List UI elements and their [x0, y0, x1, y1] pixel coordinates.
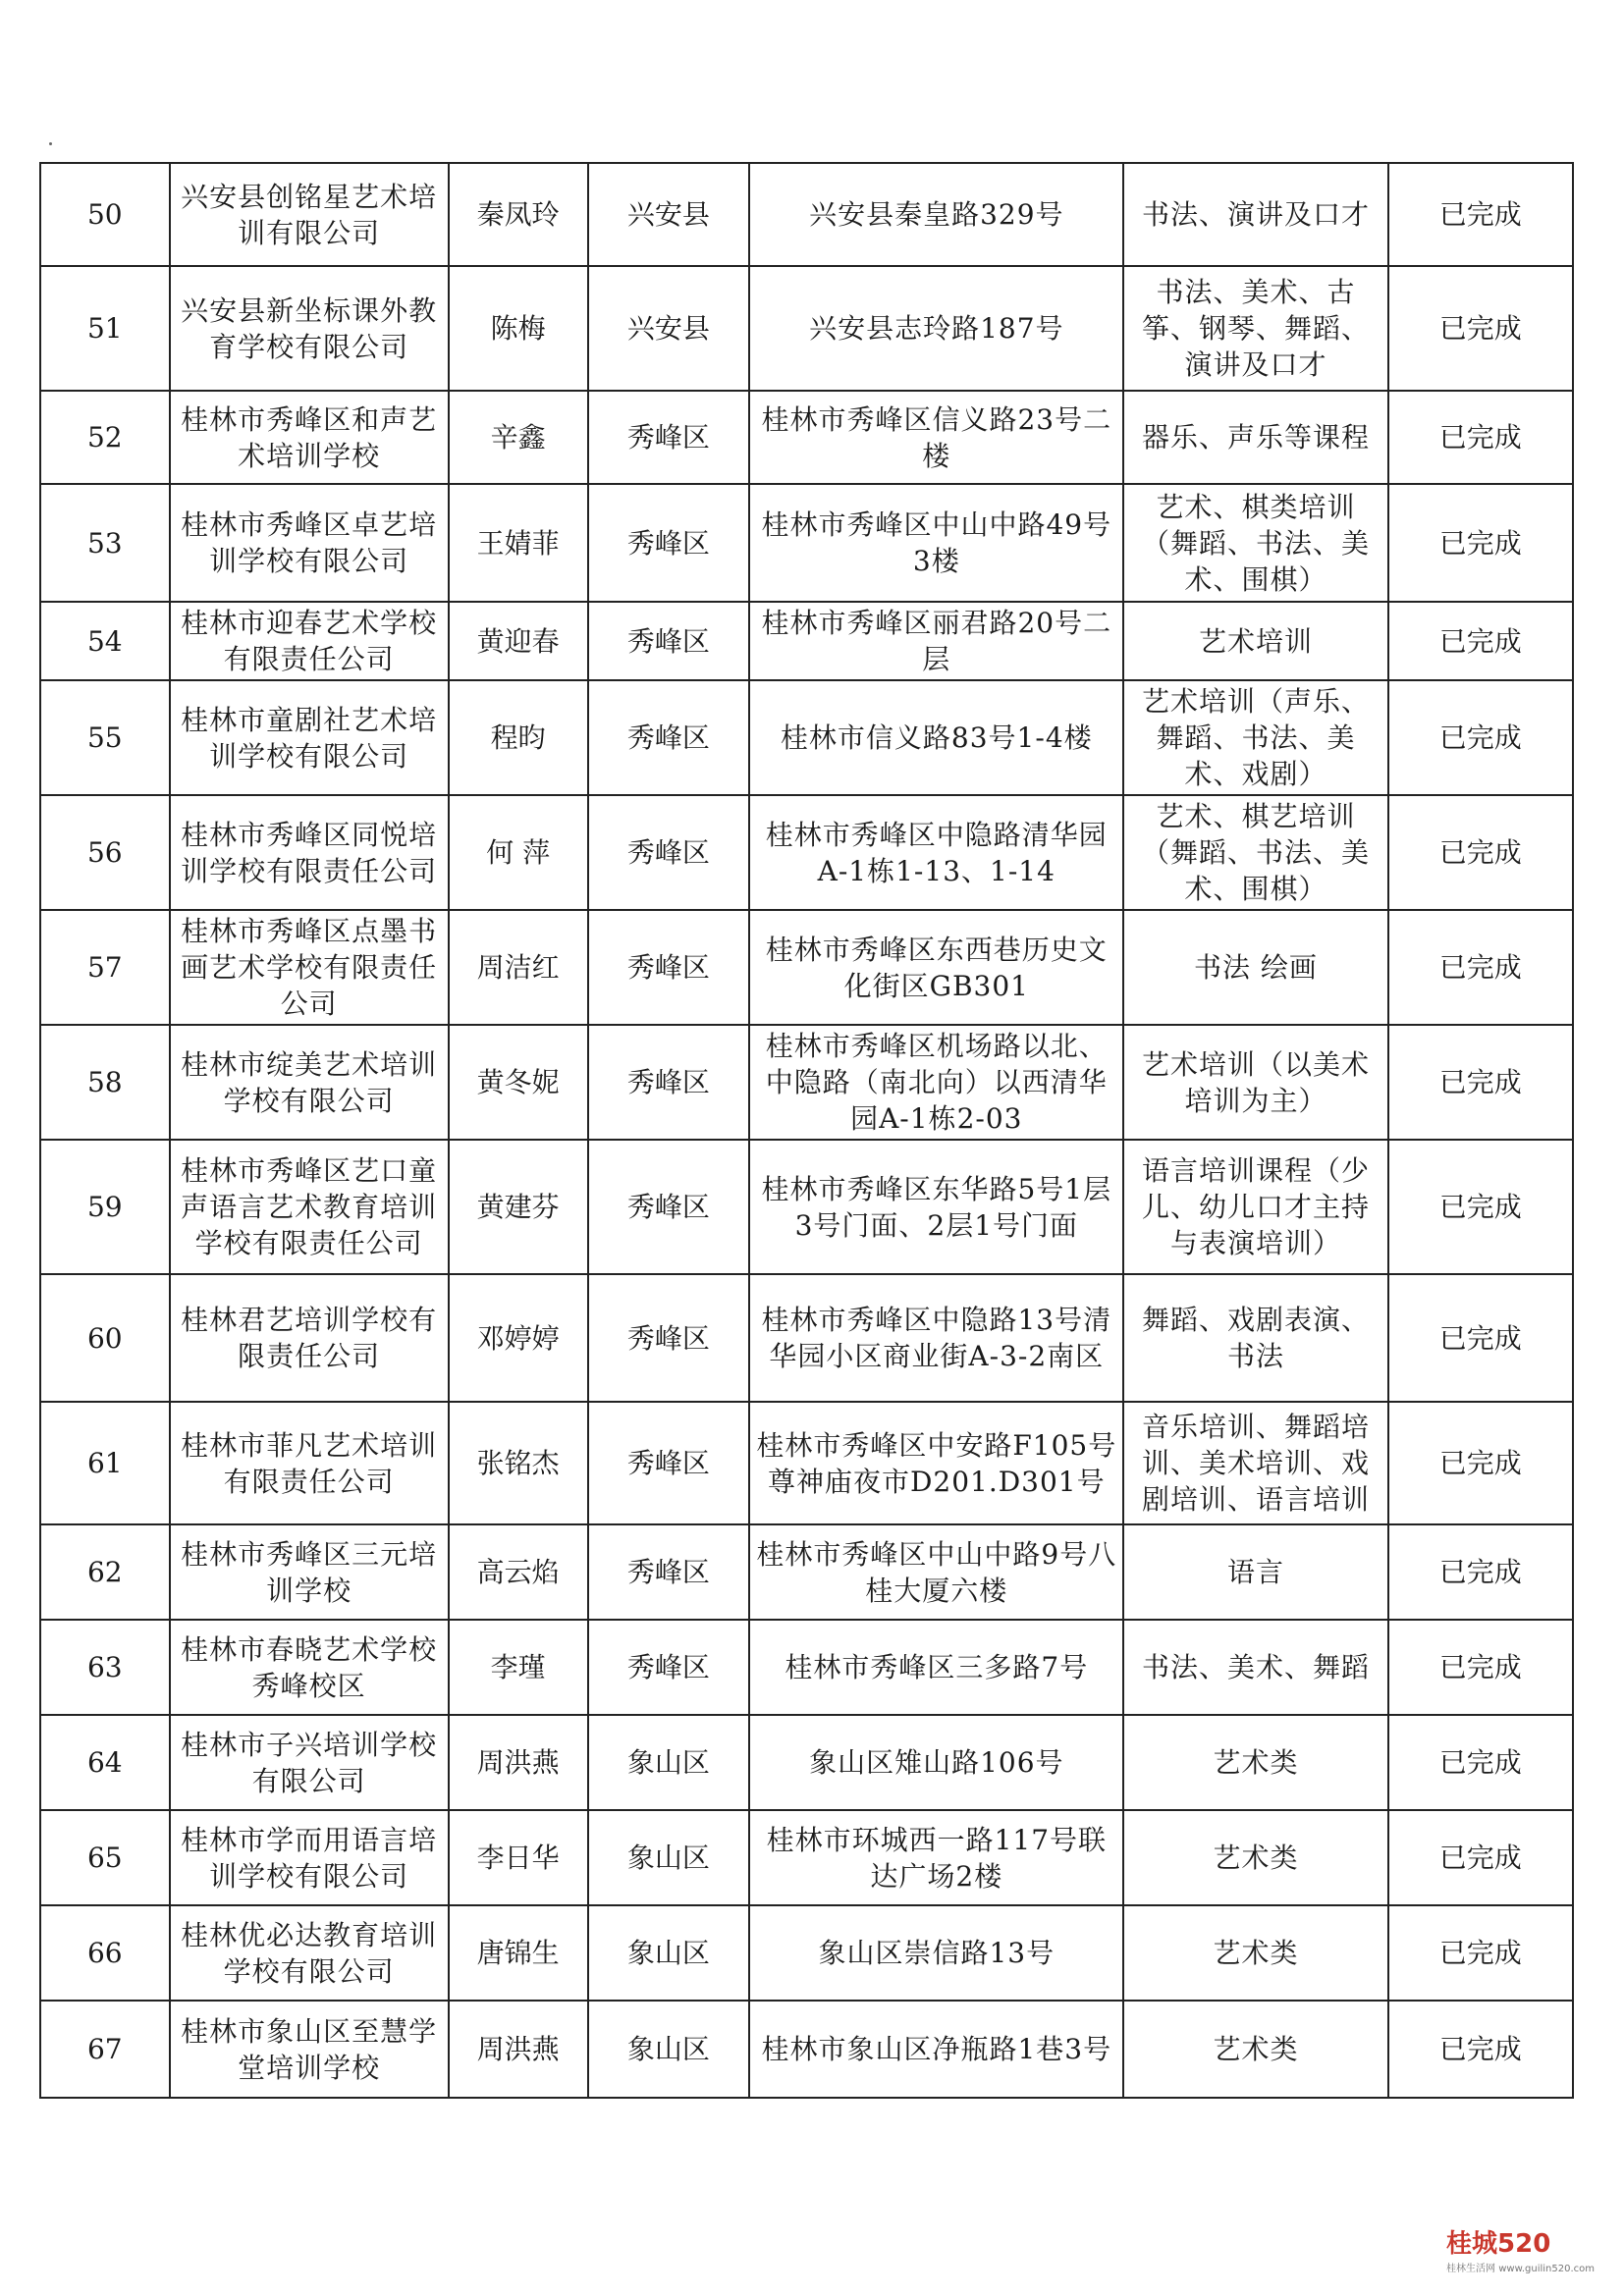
cell-legal-person: 李瑾 [449, 1620, 588, 1715]
cell-courses: 艺术类 [1123, 1715, 1387, 1810]
cell-legal-person: 周洪燕 [449, 1715, 588, 1810]
table-row [40, 1140, 1573, 1274]
cell-address: 桂林市环城西一路117号联达广场2楼 [749, 1810, 1123, 1905]
cell-address: 桂林市象山区净瓶路1巷3号 [749, 2001, 1123, 2098]
cell-legal-person: 高云焰 [449, 1524, 588, 1620]
table-body [40, 163, 1573, 2098]
table-row [40, 1715, 1573, 1810]
cell-institution-name: 桂林市子兴培训学校有限公司 [170, 1715, 449, 1810]
cell-number: 67 [40, 2001, 170, 2098]
table-row [40, 163, 1573, 266]
cell-district: 兴安县 [588, 266, 749, 391]
cell-courses: 艺术类 [1123, 1905, 1387, 2001]
cell-courses: 艺术培训（以美术培训为主） [1123, 1025, 1387, 1140]
cell-legal-person: 周洁红 [449, 910, 588, 1025]
cell-institution-name: 桂林市秀峰区三元培训学校 [170, 1524, 449, 1620]
institution-table [39, 162, 1574, 2099]
cell-status: 已完成 [1388, 1402, 1573, 1524]
cell-address: 桂林市秀峰区东华路5号1层3号门面、2层1号门面 [749, 1140, 1123, 1274]
cell-district: 秀峰区 [588, 1025, 749, 1140]
cell-address: 桂林市秀峰区中山中路49号3楼 [749, 484, 1123, 602]
cell-number: 55 [40, 680, 170, 795]
cell-courses: 书法、美术、古筝、钢琴、舞蹈、演讲及口才 [1123, 266, 1387, 391]
table-row [40, 391, 1573, 484]
table-row [40, 795, 1573, 910]
table-row [40, 602, 1573, 680]
cell-address: 桂林市秀峰区东西巷历史文化街区GB301 [749, 910, 1123, 1025]
cell-legal-person: 程昀 [449, 680, 588, 795]
cell-address: 象山区雉山路106号 [749, 1715, 1123, 1810]
cell-institution-name: 桂林市童剧社艺术培训学校有限公司 [170, 680, 449, 795]
cell-address: 桂林市秀峰区中山中路9号八桂大厦六楼 [749, 1524, 1123, 1620]
cell-status: 已完成 [1388, 391, 1573, 484]
cell-district: 秀峰区 [588, 1524, 749, 1620]
cell-district: 秀峰区 [588, 1620, 749, 1715]
watermark-subtext: 桂林生活网 www.guilin520.com [1446, 2264, 1595, 2274]
cell-status: 已完成 [1388, 266, 1573, 391]
cell-status: 已完成 [1388, 1025, 1573, 1140]
cell-district: 秀峰区 [588, 1402, 749, 1524]
cell-courses: 语言培训课程（少儿、幼儿口才主持与表演培训） [1123, 1140, 1387, 1274]
cell-number: 61 [40, 1402, 170, 1524]
cell-number: 58 [40, 1025, 170, 1140]
cell-institution-name: 兴安县创铭星艺术培训有限公司 [170, 163, 449, 266]
table-row [40, 266, 1573, 391]
cell-status: 已完成 [1388, 484, 1573, 602]
cell-number: 56 [40, 795, 170, 910]
cell-number: 51 [40, 266, 170, 391]
cell-legal-person: 周洪燕 [449, 2001, 588, 2098]
table-row [40, 1905, 1573, 2001]
cell-legal-person: 王婧菲 [449, 484, 588, 602]
cell-legal-person: 黄冬妮 [449, 1025, 588, 1140]
cell-legal-person: 邓婷婷 [449, 1274, 588, 1402]
cell-institution-name: 桂林优必达教育培训学校有限公司 [170, 1905, 449, 2001]
cell-courses: 舞蹈、戏剧表演、书法 [1123, 1274, 1387, 1402]
cell-number: 59 [40, 1140, 170, 1274]
table-row [40, 2001, 1573, 2098]
cell-institution-name: 桂林市秀峰区和声艺术培训学校 [170, 391, 449, 484]
cell-courses: 音乐培训、舞蹈培训、美术培训、戏剧培训、语言培训 [1123, 1402, 1387, 1524]
table-row [40, 1402, 1573, 1524]
watermark-brand: 桂城520 [1446, 2229, 1551, 2259]
cell-status: 已完成 [1388, 163, 1573, 266]
cell-institution-name: 桂林市秀峰区点墨书画艺术学校有限责任公司 [170, 910, 449, 1025]
cell-status: 已完成 [1388, 1524, 1573, 1620]
table-row [40, 1025, 1573, 1140]
cell-district: 象山区 [588, 1905, 749, 2001]
cell-status: 已完成 [1388, 1810, 1573, 1905]
cell-address: 桂林市秀峰区丽君路20号二层 [749, 602, 1123, 680]
cell-address: 桂林市秀峰区三多路7号 [749, 1620, 1123, 1715]
cell-institution-name: 桂林市学而用语言培训学校有限公司 [170, 1810, 449, 1905]
cell-courses: 书法、演讲及口才 [1123, 163, 1387, 266]
cell-legal-person: 黄建芬 [449, 1140, 588, 1274]
cell-institution-name: 桂林市春晓艺术学校秀峰校区 [170, 1620, 449, 1715]
table-row [40, 1524, 1573, 1620]
table-row [40, 1810, 1573, 1905]
cell-institution-name: 桂林市秀峰区同悦培训学校有限责任公司 [170, 795, 449, 910]
cell-number: 57 [40, 910, 170, 1025]
cell-number: 60 [40, 1274, 170, 1402]
cell-status: 已完成 [1388, 1274, 1573, 1402]
cell-courses: 艺术、棋艺培训（舞蹈、书法、美术、围棋） [1123, 795, 1387, 910]
cell-district: 秀峰区 [588, 391, 749, 484]
cell-number: 63 [40, 1620, 170, 1715]
cell-legal-person: 秦凤玲 [449, 163, 588, 266]
cell-address: 桂林市信义路83号1-4楼 [749, 680, 1123, 795]
cell-address: 象山区崇信路13号 [749, 1905, 1123, 2001]
table-row [40, 910, 1573, 1025]
cell-institution-name: 桂林市迎春艺术学校有限责任公司 [170, 602, 449, 680]
cell-district: 象山区 [588, 2001, 749, 2098]
cell-courses: 艺术培训（声乐、舞蹈、书法、美术、戏剧） [1123, 680, 1387, 795]
cell-institution-name: 桂林君艺培训学校有限责任公司 [170, 1274, 449, 1402]
cell-number: 53 [40, 484, 170, 602]
table-row [40, 484, 1573, 602]
cell-courses: 艺术培训 [1123, 602, 1387, 680]
cell-status: 已完成 [1388, 795, 1573, 910]
cell-institution-name: 桂林市秀峰区艺口童声语言艺术教育培训学校有限责任公司 [170, 1140, 449, 1274]
cell-district: 秀峰区 [588, 680, 749, 795]
cell-number: 52 [40, 391, 170, 484]
cell-legal-person: 辛鑫 [449, 391, 588, 484]
cell-courses: 艺术、棋类培训（舞蹈、书法、美术、围棋） [1123, 484, 1387, 602]
cell-number: 54 [40, 602, 170, 680]
cell-institution-name: 桂林市象山区至慧学堂培训学校 [170, 2001, 449, 2098]
cell-address: 桂林市秀峰区中隐路13号清华园小区商业街A-3-2南区 [749, 1274, 1123, 1402]
cell-address: 桂林市秀峰区中隐路清华园A-1栋1-13、1-14 [749, 795, 1123, 910]
cell-courses: 器乐、声乐等课程 [1123, 391, 1387, 484]
table-row [40, 680, 1573, 795]
cell-legal-person: 李日华 [449, 1810, 588, 1905]
cell-status: 已完成 [1388, 1905, 1573, 2001]
cell-legal-person: 陈梅 [449, 266, 588, 391]
cell-status: 已完成 [1388, 1715, 1573, 1810]
cell-status: 已完成 [1388, 1620, 1573, 1715]
cell-institution-name: 桂林市绽美艺术培训学校有限公司 [170, 1025, 449, 1140]
cell-courses: 艺术类 [1123, 1810, 1387, 1905]
scan-speck [49, 142, 52, 145]
site-watermark [1446, 2223, 1595, 2274]
cell-status: 已完成 [1388, 680, 1573, 795]
cell-number: 62 [40, 1524, 170, 1620]
cell-district: 秀峰区 [588, 1274, 749, 1402]
cell-district: 秀峰区 [588, 1140, 749, 1274]
cell-courses: 艺术类 [1123, 2001, 1387, 2098]
cell-district: 兴安县 [588, 163, 749, 266]
cell-address: 兴安县志玲路187号 [749, 266, 1123, 391]
cell-institution-name: 兴安县新坐标课外教育学校有限公司 [170, 266, 449, 391]
cell-status: 已完成 [1388, 602, 1573, 680]
cell-district: 秀峰区 [588, 602, 749, 680]
cell-status: 已完成 [1388, 2001, 1573, 2098]
cell-district: 秀峰区 [588, 484, 749, 602]
cell-number: 65 [40, 1810, 170, 1905]
cell-institution-name: 桂林市菲凡艺术培训有限责任公司 [170, 1402, 449, 1524]
cell-status: 已完成 [1388, 910, 1573, 1025]
cell-legal-person: 黄迎春 [449, 602, 588, 680]
table-row [40, 1274, 1573, 1402]
cell-district: 象山区 [588, 1810, 749, 1905]
cell-courses: 书法 绘画 [1123, 910, 1387, 1025]
cell-district: 象山区 [588, 1715, 749, 1810]
cell-legal-person: 唐锦生 [449, 1905, 588, 2001]
cell-number: 66 [40, 1905, 170, 2001]
cell-status: 已完成 [1388, 1140, 1573, 1274]
table-row [40, 1620, 1573, 1715]
cell-courses: 语言 [1123, 1524, 1387, 1620]
cell-address: 桂林市秀峰区信义路23号二楼 [749, 391, 1123, 484]
cell-courses: 书法、美术、舞蹈 [1123, 1620, 1387, 1715]
cell-number: 50 [40, 163, 170, 266]
cell-legal-person: 何 萍 [449, 795, 588, 910]
cell-address: 兴安县秦皇路329号 [749, 163, 1123, 266]
cell-legal-person: 张铭杰 [449, 1402, 588, 1524]
cell-address: 桂林市秀峰区机场路以北、中隐路（南北向）以西清华园A-1栋2-03 [749, 1025, 1123, 1140]
cell-address: 桂林市秀峰区中安路F105号尊神庙夜市D201.D301号 [749, 1402, 1123, 1524]
cell-institution-name: 桂林市秀峰区卓艺培训学校有限公司 [170, 484, 449, 602]
cell-district: 秀峰区 [588, 910, 749, 1025]
cell-district: 秀峰区 [588, 795, 749, 910]
cell-number: 64 [40, 1715, 170, 1810]
